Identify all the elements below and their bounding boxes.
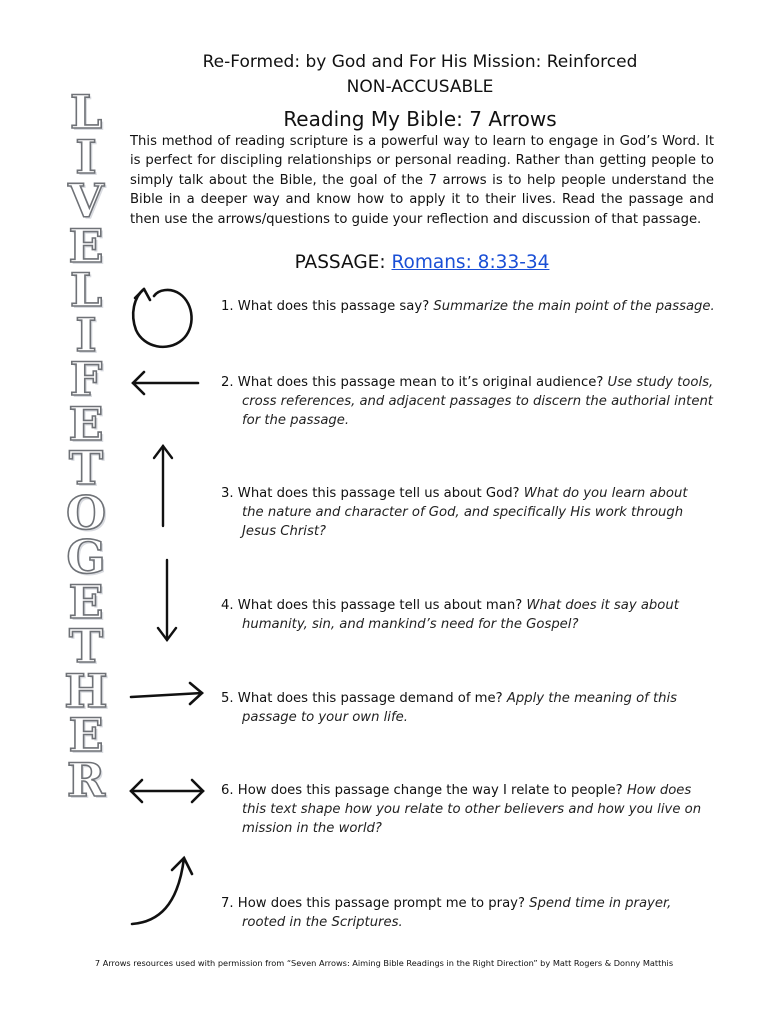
question-3 (221, 484, 721, 541)
question-1 (221, 297, 721, 316)
question-5 (221, 689, 721, 727)
side-letter: I (75, 129, 97, 184)
side-letter: V (68, 174, 104, 228)
passage-label: PASSAGE: (294, 252, 392, 273)
side-letter: T (68, 619, 104, 673)
question-hint-continued: humanity, sin, and mankind’s need for the Gospel? (242, 617, 579, 632)
question-hint-continued: passage to your own life. (242, 710, 408, 725)
up-arrow-icon (148, 442, 178, 530)
double-arrow-icon (126, 776, 208, 806)
question-hint-continued: the nature and character of God, and specifically His work through Jesus Christ? (242, 505, 684, 539)
question-text: 3. What does this passage tell us about God? (221, 486, 520, 501)
side-letter: F (69, 352, 103, 406)
question-text: 6. How does this passage change the way I relate to people? (221, 783, 623, 798)
question-hint: Apply the meaning of this (502, 691, 678, 706)
question-hint: How does (622, 783, 692, 798)
side-letter: O (65, 485, 107, 540)
question-2 (221, 373, 721, 430)
question-hint: Summarize the main point of the passage. (429, 299, 715, 314)
side-letter: E (68, 574, 104, 629)
question-4 (221, 596, 721, 634)
side-letter: E (68, 708, 104, 762)
side-letter: E (68, 218, 104, 273)
side-letter: G (66, 530, 106, 584)
question-hint: Spend time in prayer, (524, 896, 672, 911)
question-text: 1. What does this passage say? (221, 299, 430, 314)
circular-arrow-icon (126, 282, 206, 362)
question-7 (221, 894, 721, 932)
question-hint-continued: rooted in the Scriptures. (242, 915, 403, 930)
side-letter: T (68, 441, 104, 495)
question-hint: What does it say about (522, 598, 679, 613)
question-text: 5. What does this passage demand of me? (221, 691, 503, 706)
question-text: 2. What does this passage mean to it’s original audience? (221, 375, 604, 390)
question-hint-continued: cross references, and adjacent passages to discern the authorial intent for the passage. (242, 394, 713, 428)
question-text: 7. How does this passage prompt me to pray? (221, 896, 525, 911)
passage-reference-link[interactable]: Romans: 8:33-34 (391, 252, 550, 273)
side-letter: I (75, 307, 97, 362)
down-arrow-icon (152, 556, 182, 644)
side-letter: L (69, 263, 103, 317)
passage-line (130, 252, 714, 273)
question-6 (221, 781, 721, 838)
question-hint: Use study tools, (603, 375, 714, 390)
page-title: Reading My Bible: 7 Arrows (283, 107, 557, 131)
side-letter: L (69, 85, 103, 139)
question-text: 4. What does this passage tell us about man? (221, 598, 523, 613)
intro-paragraph: This method of reading scripture is a powerful way to learn to engage in God’s Word. It is perfect for discipling relationships or personal reading. Rather than getting people to simply talk about the Bible, the goal of the 7 arrows is to help people understand the Bible in a deeper way and know how to apply it to their lives. Read the passage and then use the arrows/questions to guide your reflection and discussion of that passage. (130, 134, 714, 227)
side-letter: R (66, 752, 106, 807)
right-arrow-icon (126, 680, 208, 710)
question-hint: What do you learn about (519, 486, 688, 501)
side-letter: H (64, 663, 108, 718)
side-vertical-word (60, 85, 112, 807)
question-hint-continued: this text shape how you relate to other believers and how you live on mission in the world? (242, 802, 702, 836)
curved-up-arrow-icon (128, 850, 208, 930)
header-line-2: NON-ACCUSABLE (346, 77, 494, 97)
footer-credit: 7 Arrows resources used with permission from “Seven Arrows: Aiming Bible Readings in the Right Direction” by Matt Rogers & Donny Matthis (94, 958, 674, 968)
header-line-1: Re-Formed: by God and For His Mission: Reinforced (202, 52, 638, 72)
left-arrow-icon (128, 368, 202, 398)
side-letter: E (68, 396, 104, 451)
